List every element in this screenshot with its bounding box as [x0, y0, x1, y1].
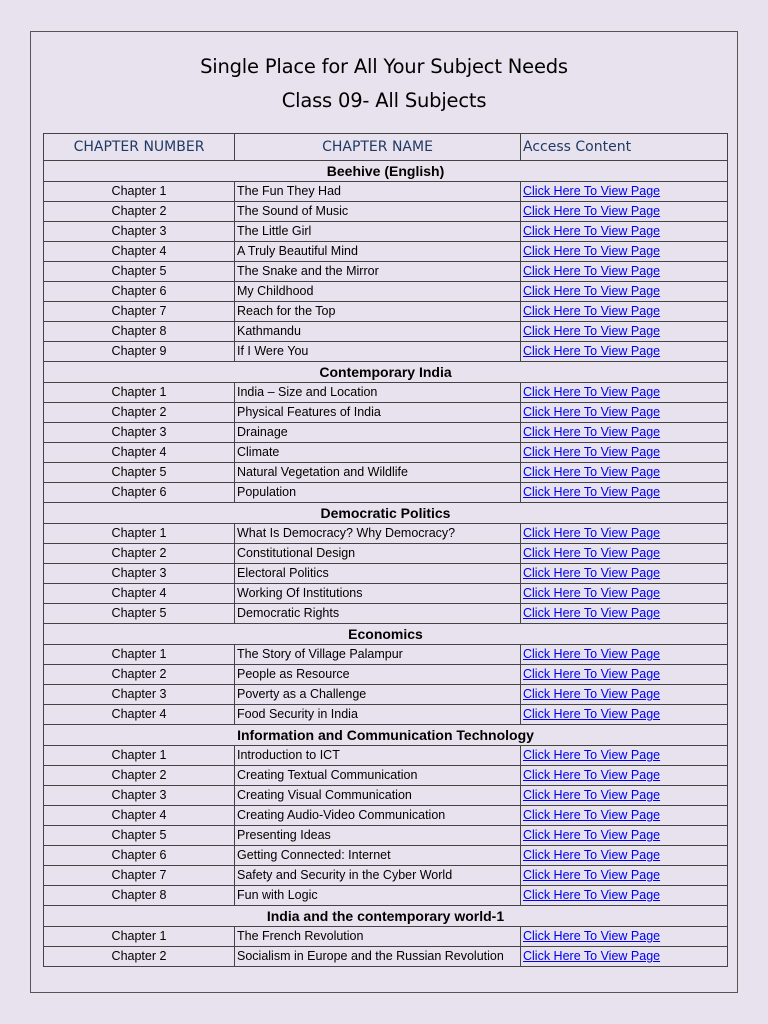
- access-content-cell: [521, 423, 728, 443]
- chapter-name-cell: Safety and Security in the Cyber World: [235, 866, 521, 886]
- access-content-cell: [521, 463, 728, 483]
- access-content-cell: [521, 443, 728, 463]
- chapter-number-cell: Chapter 5: [44, 604, 235, 624]
- chapter-number-cell: Chapter 2: [44, 403, 235, 423]
- table-row: [44, 584, 728, 604]
- access-content-cell: [521, 483, 728, 503]
- view-page-link[interactable]: Click Here To View Page: [523, 808, 661, 822]
- access-content-cell: [521, 947, 728, 967]
- chapter-name-cell: Population: [235, 483, 521, 503]
- header-access-content: Access Content: [521, 134, 728, 161]
- header-chapter-number: CHAPTER NUMBER: [44, 134, 235, 161]
- access-content-cell: [521, 766, 728, 786]
- chapter-number-cell: Chapter 6: [44, 282, 235, 302]
- view-page-link[interactable]: Click Here To View Page: [523, 546, 661, 560]
- table-row: [44, 866, 728, 886]
- chapter-name-cell: Drainage: [235, 423, 521, 443]
- chapter-number-cell: Chapter 4: [44, 705, 235, 725]
- access-content-cell: [521, 342, 728, 362]
- chapter-name-cell: Food Security in India: [235, 705, 521, 725]
- table-row: [44, 564, 728, 584]
- chapter-number-cell: Chapter 3: [44, 423, 235, 443]
- chapter-number-cell: Chapter 2: [44, 202, 235, 222]
- chapter-number-cell: Chapter 3: [44, 564, 235, 584]
- chapter-name-cell: Creating Audio-Video Communication: [235, 806, 521, 826]
- view-page-link[interactable]: Click Here To View Page: [523, 748, 661, 762]
- chapter-number-cell: Chapter 4: [44, 806, 235, 826]
- view-page-link[interactable]: Click Here To View Page: [523, 647, 661, 661]
- chapter-name-cell: If I Were You: [235, 342, 521, 362]
- table-row: [44, 806, 728, 826]
- table-row: [44, 262, 728, 282]
- section-row: [44, 624, 728, 645]
- access-content-cell: [521, 665, 728, 685]
- chapter-number-cell: Chapter 1: [44, 927, 235, 947]
- section-title: Economics: [44, 624, 728, 645]
- access-content-cell: [521, 262, 728, 282]
- table-row: [44, 302, 728, 322]
- view-page-link[interactable]: Click Here To View Page: [523, 264, 661, 278]
- chapter-number-cell: Chapter 8: [44, 322, 235, 342]
- table-row: [44, 846, 728, 866]
- table-row: [44, 604, 728, 624]
- view-page-link[interactable]: Click Here To View Page: [523, 788, 661, 802]
- chapter-name-cell: The Story of Village Palampur: [235, 645, 521, 665]
- chapter-name-cell: The Little Girl: [235, 222, 521, 242]
- access-content-cell: [521, 564, 728, 584]
- chapter-number-cell: Chapter 6: [44, 846, 235, 866]
- table-row: [44, 886, 728, 906]
- view-page-link[interactable]: Click Here To View Page: [523, 184, 661, 198]
- access-content-cell: [521, 685, 728, 705]
- chapter-number-cell: Chapter 1: [44, 182, 235, 202]
- table-row: [44, 463, 728, 483]
- section-row: [44, 362, 728, 383]
- table-row: [44, 383, 728, 403]
- chapter-name-cell: Socialism in Europe and the Russian Revolution: [235, 947, 521, 967]
- chapter-name-cell: Getting Connected: Internet: [235, 846, 521, 866]
- chapter-number-cell: Chapter 2: [44, 665, 235, 685]
- chapter-name-cell: Presenting Ideas: [235, 826, 521, 846]
- access-content-cell: [521, 604, 728, 624]
- chapter-name-cell: Democratic Rights: [235, 604, 521, 624]
- chapters-table-body: [44, 134, 728, 967]
- chapter-name-cell: Working Of Institutions: [235, 584, 521, 604]
- chapter-number-cell: Chapter 7: [44, 866, 235, 886]
- table-row: [44, 705, 728, 725]
- table-row: [44, 423, 728, 443]
- chapter-name-cell: Climate: [235, 443, 521, 463]
- access-content-cell: [521, 826, 728, 846]
- access-content-cell: [521, 524, 728, 544]
- title-block: [31, 50, 737, 118]
- chapter-number-cell: Chapter 5: [44, 826, 235, 846]
- view-page-link[interactable]: Click Here To View Page: [523, 768, 661, 782]
- section-row: [44, 906, 728, 927]
- section-title: Contemporary India: [44, 362, 728, 383]
- table-row: [44, 947, 728, 967]
- table-row: [44, 786, 728, 806]
- view-page-link[interactable]: Click Here To View Page: [523, 707, 661, 721]
- table-row: [44, 483, 728, 503]
- chapter-number-cell: Chapter 3: [44, 685, 235, 705]
- table-row: [44, 927, 728, 947]
- access-content-cell: [521, 746, 728, 766]
- view-page-link[interactable]: Click Here To View Page: [523, 204, 661, 218]
- access-content-cell: [521, 222, 728, 242]
- access-content-cell: [521, 806, 728, 826]
- view-page-link[interactable]: Click Here To View Page: [523, 566, 661, 580]
- section-title: Democratic Politics: [44, 503, 728, 524]
- chapter-name-cell: Constitutional Design: [235, 544, 521, 564]
- chapter-number-cell: Chapter 5: [44, 463, 235, 483]
- chapter-name-cell: India – Size and Location: [235, 383, 521, 403]
- access-content-cell: [521, 544, 728, 564]
- chapter-name-cell: Electoral Politics: [235, 564, 521, 584]
- access-content-cell: [521, 182, 728, 202]
- table-row: [44, 685, 728, 705]
- chapter-name-cell: Natural Vegetation and Wildlife: [235, 463, 521, 483]
- chapters-table: [43, 133, 728, 967]
- table-row: [44, 342, 728, 362]
- chapter-number-cell: Chapter 4: [44, 242, 235, 262]
- view-page-link[interactable]: Click Here To View Page: [523, 687, 661, 701]
- chapter-number-cell: Chapter 2: [44, 766, 235, 786]
- chapter-name-cell: What Is Democracy? Why Democracy?: [235, 524, 521, 544]
- view-page-link[interactable]: Click Here To View Page: [523, 667, 661, 681]
- view-page-link[interactable]: Click Here To View Page: [523, 284, 661, 298]
- table-row: [44, 182, 728, 202]
- table-row: [44, 202, 728, 222]
- table-row: [44, 443, 728, 463]
- section-title: Beehive (English): [44, 161, 728, 182]
- table-row: [44, 282, 728, 302]
- access-content-cell: [521, 846, 728, 866]
- table-row: [44, 403, 728, 423]
- chapter-number-cell: Chapter 9: [44, 342, 235, 362]
- view-page-link[interactable]: Click Here To View Page: [523, 485, 661, 499]
- chapter-name-cell: The French Revolution: [235, 927, 521, 947]
- table-row: [44, 766, 728, 786]
- view-page-link[interactable]: Click Here To View Page: [523, 425, 661, 439]
- chapter-name-cell: Poverty as a Challenge: [235, 685, 521, 705]
- view-page-link[interactable]: Click Here To View Page: [523, 405, 661, 419]
- page-title: Single Place for All Your Subject Needs: [200, 55, 568, 78]
- table-row: [44, 826, 728, 846]
- access-content-cell: [521, 705, 728, 725]
- chapter-number-cell: Chapter 1: [44, 645, 235, 665]
- view-page-link[interactable]: Click Here To View Page: [523, 344, 661, 358]
- view-page-link[interactable]: Click Here To View Page: [523, 385, 661, 399]
- chapter-name-cell: Reach for the Top: [235, 302, 521, 322]
- table-row: [44, 645, 728, 665]
- page-subtitle: Class 09- All Subjects: [281, 89, 487, 112]
- access-content-cell: [521, 866, 728, 886]
- view-page-link[interactable]: Click Here To View Page: [523, 828, 661, 842]
- chapter-name-cell: The Sound of Music: [235, 202, 521, 222]
- access-content-cell: [521, 302, 728, 322]
- view-page-link[interactable]: Click Here To View Page: [523, 888, 661, 902]
- chapter-name-cell: Creating Visual Communication: [235, 786, 521, 806]
- chapter-number-cell: Chapter 1: [44, 524, 235, 544]
- access-content-cell: [521, 242, 728, 262]
- view-page-link[interactable]: Click Here To View Page: [523, 586, 661, 600]
- access-content-cell: [521, 886, 728, 906]
- section-row: [44, 161, 728, 182]
- document-page: [30, 31, 738, 993]
- table-row: [44, 242, 728, 262]
- chapter-name-cell: My Childhood: [235, 282, 521, 302]
- chapter-number-cell: Chapter 6: [44, 483, 235, 503]
- chapter-number-cell: Chapter 1: [44, 746, 235, 766]
- chapter-name-cell: The Fun They Had: [235, 182, 521, 202]
- view-page-link[interactable]: Click Here To View Page: [523, 526, 661, 540]
- view-page-link[interactable]: Click Here To View Page: [523, 606, 661, 620]
- view-page-link[interactable]: Click Here To View Page: [523, 848, 661, 862]
- view-page-link[interactable]: Click Here To View Page: [523, 224, 661, 238]
- access-content-cell: [521, 584, 728, 604]
- section-row: [44, 725, 728, 746]
- chapter-number-cell: Chapter 2: [44, 947, 235, 967]
- access-content-cell: [521, 383, 728, 403]
- chapter-number-cell: Chapter 4: [44, 443, 235, 463]
- chapter-number-cell: Chapter 5: [44, 262, 235, 282]
- chapter-name-cell: A Truly Beautiful Mind: [235, 242, 521, 262]
- table-header-row: [44, 134, 728, 161]
- view-page-link[interactable]: Click Here To View Page: [523, 304, 661, 318]
- view-page-link[interactable]: Click Here To View Page: [523, 929, 661, 943]
- section-title: India and the contemporary world-1: [44, 906, 728, 927]
- chapter-number-cell: Chapter 1: [44, 383, 235, 403]
- view-page-link[interactable]: Click Here To View Page: [523, 465, 661, 479]
- chapter-name-cell: Fun with Logic: [235, 886, 521, 906]
- chapter-number-cell: Chapter 3: [44, 222, 235, 242]
- access-content-cell: [521, 645, 728, 665]
- access-content-cell: [521, 202, 728, 222]
- view-page-link[interactable]: Click Here To View Page: [523, 324, 661, 338]
- chapter-number-cell: Chapter 8: [44, 886, 235, 906]
- view-page-link[interactable]: Click Here To View Page: [523, 244, 661, 258]
- table-row: [44, 524, 728, 544]
- chapter-number-cell: Chapter 2: [44, 544, 235, 564]
- chapter-name-cell: The Snake and the Mirror: [235, 262, 521, 282]
- view-page-link[interactable]: Click Here To View Page: [523, 868, 661, 882]
- access-content-cell: [521, 927, 728, 947]
- table-row: [44, 746, 728, 766]
- section-title: Information and Communication Technology: [44, 725, 728, 746]
- table-row: [44, 544, 728, 564]
- chapter-number-cell: Chapter 4: [44, 584, 235, 604]
- header-chapter-name: CHAPTER NAME: [235, 134, 521, 161]
- table-row: [44, 322, 728, 342]
- chapter-name-cell: Introduction to ICT: [235, 746, 521, 766]
- chapter-name-cell: People as Resource: [235, 665, 521, 685]
- table-row: [44, 222, 728, 242]
- chapter-name-cell: Creating Textual Communication: [235, 766, 521, 786]
- chapter-number-cell: Chapter 7: [44, 302, 235, 322]
- table-row: [44, 665, 728, 685]
- access-content-cell: [521, 403, 728, 423]
- access-content-cell: [521, 322, 728, 342]
- section-row: [44, 503, 728, 524]
- view-page-link[interactable]: Click Here To View Page: [523, 445, 661, 459]
- chapter-name-cell: Physical Features of India: [235, 403, 521, 423]
- chapter-name-cell: Kathmandu: [235, 322, 521, 342]
- chapter-number-cell: Chapter 3: [44, 786, 235, 806]
- view-page-link[interactable]: Click Here To View Page: [523, 949, 661, 963]
- access-content-cell: [521, 282, 728, 302]
- access-content-cell: [521, 786, 728, 806]
